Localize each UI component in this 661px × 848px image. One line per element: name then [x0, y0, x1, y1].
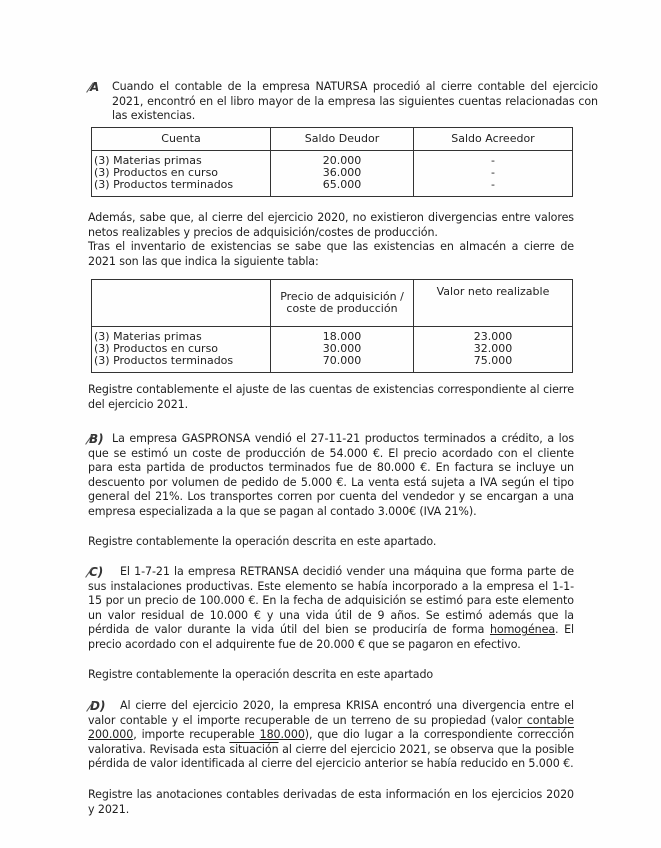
credit-balance: - [491, 154, 495, 167]
account-name: (3) Productos terminados [94, 354, 234, 368]
section-a-paragraph-3: Tras el inventario de existencias se sabe que las existencias en almacén a cierre de 2021 son las que indica la siguiente tabla: [88, 240, 574, 268]
section-d-text-part: , importe recuperable [133, 728, 260, 742]
section-b-instruction: Registre contablemente la operación descrita en este apartado. [88, 535, 437, 548]
section-c-text-part: . El precio acordado con el adquirente fue de 20.000 € que se pagaron en efectivo. [88, 623, 574, 651]
table-body-row [92, 151, 573, 197]
section-a-paragraph-2: Además, sabe que, al cierre del ejercicio 2020, no existieron divergencias entre valores netos realizables y precios de adquisición/costes de producción. [88, 211, 574, 239]
overlined-word: situación [229, 742, 279, 756]
header-blank [92, 280, 271, 327]
account-name: (3) Productos terminados [94, 178, 234, 192]
inventory-valuation-table [91, 279, 573, 373]
acquisition-price: 70.000 [322, 354, 362, 368]
debit-balance: 20.000 [322, 154, 362, 167]
section-a-instruction: Registre contablemente el ajuste de las cuentas de existencias correspondiente al cierre del ejercicio 2021. [88, 383, 574, 411]
section-c-instruction: Registre contablemente la operación descrita en este apartado [88, 668, 434, 681]
header-cuenta: Cuenta [92, 128, 271, 151]
section-d-marker-label: D) [90, 699, 106, 713]
overlined-word: corrección [517, 728, 574, 742]
ledger-balances-table [91, 127, 573, 197]
section-d-instruction: Registre las anotaciones contables derivadas de esta información en los ejercicios 2020 y 2021. [88, 788, 574, 816]
section-c-marker-label: C) [89, 565, 104, 579]
section-b-marker-label: B) [89, 432, 104, 446]
header-saldo-deudor: Saldo Deudor [271, 128, 414, 151]
net-realizable-value: 32.000 [473, 342, 513, 356]
net-realizable-value: 75.000 [473, 354, 513, 368]
section-d-text-part: ), que dio lugar a la correspondiente [304, 728, 518, 742]
section-c-text [88, 565, 574, 653]
account-name: (3) Materias primas [94, 330, 202, 343]
section-c-text-part: El 1-7-21 la empresa RETRANSA decidió vender una máquina que forma parte de sus instalaciones productivas. Este elemento se había incorporado a la empresa el 1-1-15 por un precio de 100.000 €. En la fecha de adquisición se estimó para este elemento un valor residual de 10.000 € y una vida útil de 9 años. Se estimó además que la pérdida de valor durante la vida útil del bien se produciría de forma [88, 565, 574, 637]
section-d-text-part: valorativa. Revisada esta [88, 742, 230, 756]
header-saldo-acreedor: Saldo Acreedor [414, 128, 573, 151]
credit-balance: - [491, 178, 495, 192]
debit-balance: 36.000 [322, 166, 362, 180]
account-name: (3) Materias primas [94, 154, 202, 167]
net-realizable-value: 23.000 [473, 330, 513, 343]
account-name: (3) Productos en curso [94, 166, 219, 180]
section-a-intro: Cuando el contable de la empresa NATURSA procedió al cierre contable del ejercicio 2021, encontró en el libro mayor de la empresa las siguientes cuentas relacionadas con las existencias. [112, 80, 598, 123]
table-body-row [92, 327, 573, 373]
section-a-marker-label: A [90, 80, 100, 94]
underlined-word: homogénea [489, 623, 556, 637]
section-d-text-part: Al cierre del ejercicio 2020, la empresa KRISA encontró una divergencia entre el valor contable y el importe recuperable de un terreno de su propiedad (valor contable [88, 699, 574, 727]
header-valor-neto-realizable: Valor neto realizable [414, 280, 573, 327]
table-header-row [92, 128, 573, 151]
credit-balance: - [491, 166, 495, 180]
section-b-text: La empresa GASPRONSA vendió el 27-11-21 productos terminados a crédito, a los que se estimó un coste de producción de 54.000 €. El precio acordado con el cliente para esta partida de productos terminados fue de 80.000 €. En factura se incluye un descuento por volumen de pedido de 5.000 €. La venta está sujeta a IVA según el tipo general del 21%. Los transportes corren por cuenta del vendedor y se encargan a una empresa especializada a la que se pagan al contado 3.000€ (IVA 21%). [88, 432, 574, 518]
section-d-text-part: al cierre del ejercicio 2021, se observa que la posible pérdida de valor identificada al cierre del ejercicio anterior se había reducido en 5.000 €. [88, 742, 575, 771]
account-name: (3) Productos en curso [94, 342, 219, 356]
underlined-value: 180.000 [259, 728, 305, 742]
underlined-value: 200.000 [88, 728, 134, 742]
header-precio-adquisicion: Precio de adquisición / coste de producción [271, 280, 414, 327]
debit-balance: 65.000 [322, 178, 362, 192]
table-header-row [92, 280, 573, 327]
section-d-text [88, 699, 574, 772]
acquisition-price: 30.000 [322, 342, 362, 356]
acquisition-price: 18.000 [322, 330, 362, 343]
